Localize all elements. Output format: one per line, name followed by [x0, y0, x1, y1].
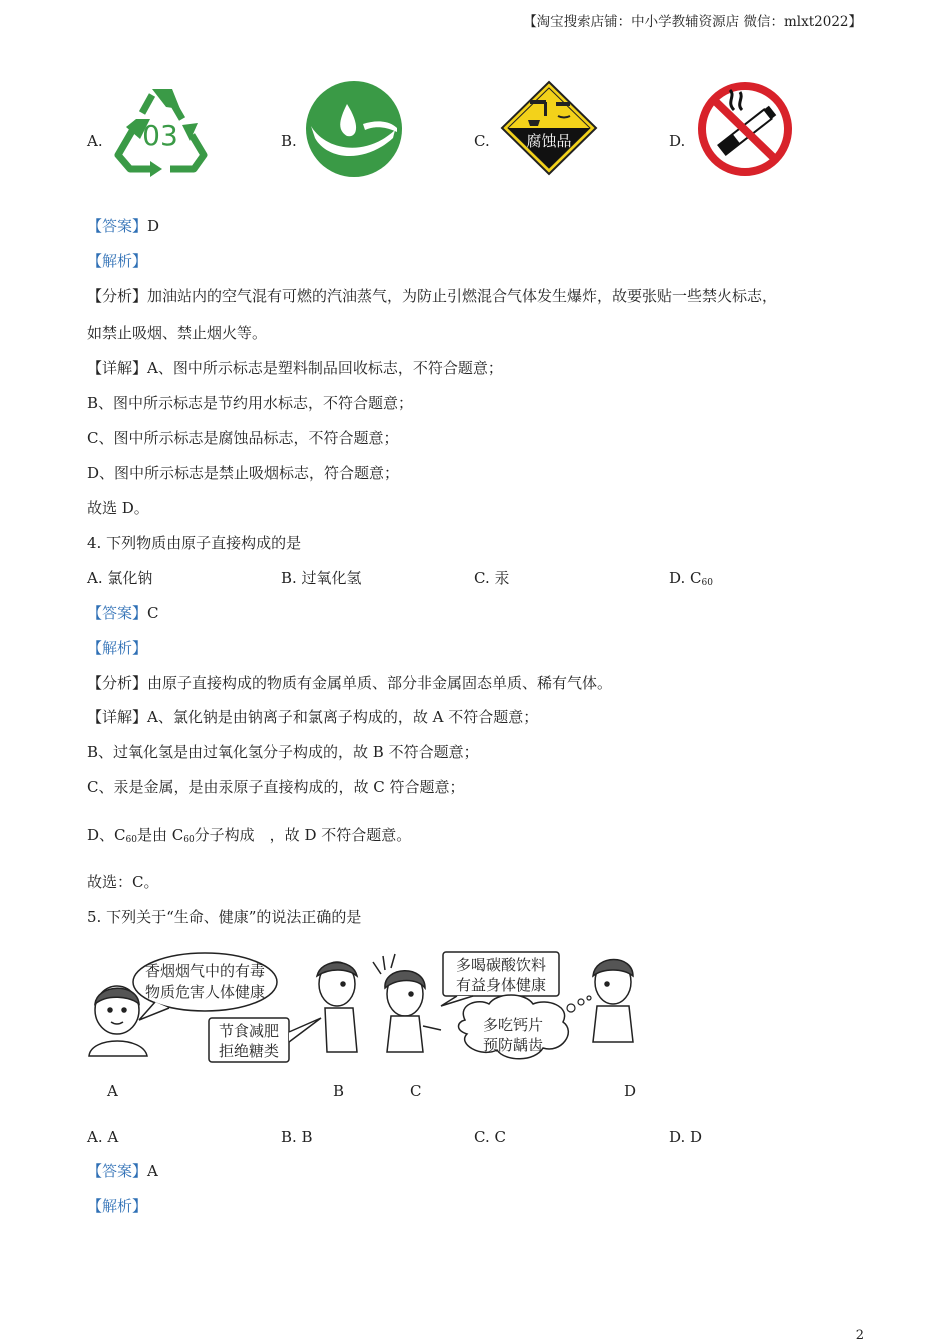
detail-tag: 【详解】 [87, 359, 148, 377]
option-d-text: D. C [669, 569, 702, 587]
figure-label-b: B [333, 1082, 345, 1100]
answer-tag: 【答案】 [87, 1162, 148, 1180]
detail-tag: 【详解】 [87, 708, 148, 726]
answer-tag: 【答案】 [87, 217, 148, 235]
bubble-b-line1: 节食减肥 [218, 1022, 280, 1040]
answer-value: C [147, 604, 159, 622]
kid-d-figure [593, 960, 633, 1043]
figure-label-d: D [624, 1082, 637, 1100]
speech-bubble-b [209, 1018, 321, 1062]
q3-conclusion: 故选 D。 [87, 499, 149, 517]
option-c-label: C. [474, 132, 490, 150]
kid-b-figure [317, 962, 357, 1052]
answer-tag: 【答案】 [87, 604, 148, 622]
speech-bubble-a [133, 953, 277, 1020]
q3-analysis-tag: 【解析】 [87, 252, 148, 270]
option-d-label: D. [669, 132, 686, 150]
q4-analysis-tag: 【解析】 [87, 639, 148, 657]
detail-text: 是由 C [136, 826, 184, 844]
bubble-d-line2: 预防龋齿 [482, 1036, 544, 1054]
bubble-d-line1: 多吃钙片 [482, 1016, 544, 1034]
page-number: 2 [855, 1328, 864, 1343]
q4-option-d [669, 569, 713, 589]
q5-option-b: B. B [281, 1128, 313, 1146]
detail-text: 分子构成 ，故 D 不符合题意。 [194, 826, 412, 844]
fenxi-text: 加油站内的空气混有可燃的汽油蒸气，为防止引燃混合气体发生爆炸，故要张贴一些禁火标志， [147, 287, 778, 305]
q3-answer [87, 217, 159, 235]
q4-detail-b: B、过氧化氢是由过氧化氢分子构成的，故 B 不符合题意； [87, 743, 479, 761]
detail-text: A、氯化钠是由钠离子和氯离子构成的，故 A 不符合题意； [147, 708, 539, 726]
fenxi-text: 由原子直接构成的物质有金属单质、部分非金属固态单质、稀有气体。 [147, 674, 613, 692]
water-saving-icon [305, 80, 403, 178]
q4-answer [87, 604, 159, 622]
q3-detail-a [87, 359, 503, 377]
q4-detail-a [87, 708, 538, 726]
q4-option-a: A. 氯化钠 [87, 569, 153, 587]
q3-fenxi-line1 [87, 287, 777, 305]
figure-label-c: C [410, 1082, 422, 1100]
q4-question: 4. 下列物质由原子直接构成的是 [87, 534, 302, 552]
bubble-a-line1: 香烟烟气中的有毒 [144, 962, 266, 980]
q4-detail-d [87, 826, 411, 846]
option-b-label: B. [281, 132, 297, 150]
answer-value: D [147, 217, 160, 235]
q5-analysis-tag: 【解析】 [87, 1197, 148, 1215]
kid-c-figure [373, 954, 441, 1052]
q5-option-a: A. A [87, 1128, 119, 1146]
bubble-c-line2: 有益身体健康 [455, 976, 547, 994]
no-smoking-icon [696, 80, 794, 178]
q5-option-c: C. C [474, 1128, 506, 1146]
option-a-label: A. [87, 132, 103, 150]
fenxi-tag: 【分析】 [87, 674, 148, 692]
corrosive-sign-text: 腐蚀品 [526, 132, 572, 150]
bubble-a-line2: 物质危害人体健康 [144, 983, 266, 1001]
recycle-03-icon [110, 85, 210, 177]
bubble-c-line1: 多喝碳酸饮料 [455, 956, 547, 974]
q5-option-d: D. D [669, 1128, 703, 1146]
detail-text: D、C [87, 826, 126, 844]
fenxi-tag: 【分析】 [87, 287, 148, 305]
detail-text: A、图中所示标志是塑料制品回收标志，不符合题意； [147, 359, 503, 377]
health-cartoon-illustration [85, 948, 655, 1068]
thought-bubble-d [459, 995, 592, 1059]
q5-question: 5. 下列关于“生命、健康”的说法正确的是 [87, 908, 362, 926]
q4-option-c: C. 汞 [474, 569, 510, 587]
page-header: 【淘宝搜索店铺：中小学教辅资源店 微信：mlxt2022】 [523, 14, 862, 30]
q5-answer [87, 1162, 158, 1180]
q4-option-b: B. 过氧化氢 [281, 569, 362, 587]
q3-fenxi-line2: 如禁止吸烟、禁止烟火等。 [87, 324, 268, 342]
q3-detail-b: B、图中所示标志是节约用水标志，不符合题意； [87, 394, 414, 412]
subscript: 60 [183, 835, 195, 845]
subscript: 60 [125, 835, 137, 845]
corrosive-hazard-icon [500, 80, 598, 176]
q4-detail-c: C、汞是金属，是由汞原子直接构成的，故 C 符合题意； [87, 778, 465, 796]
q3-detail-d: D、图中所示标志是禁止吸烟标志，符合题意； [87, 464, 400, 482]
bubble-b-line2: 拒绝糖类 [218, 1042, 280, 1060]
answer-value: A [147, 1162, 158, 1180]
figure-label-a: A [107, 1082, 118, 1100]
recycle-code-text: 03 [142, 119, 178, 152]
subscript: 60 [701, 578, 713, 588]
q3-detail-c: C、图中所示标志是腐蚀品标志，不符合题意； [87, 429, 399, 447]
kid-a-figure [89, 986, 147, 1056]
q4-fenxi [87, 674, 612, 692]
q4-conclusion: 故选：C。 [87, 873, 159, 891]
